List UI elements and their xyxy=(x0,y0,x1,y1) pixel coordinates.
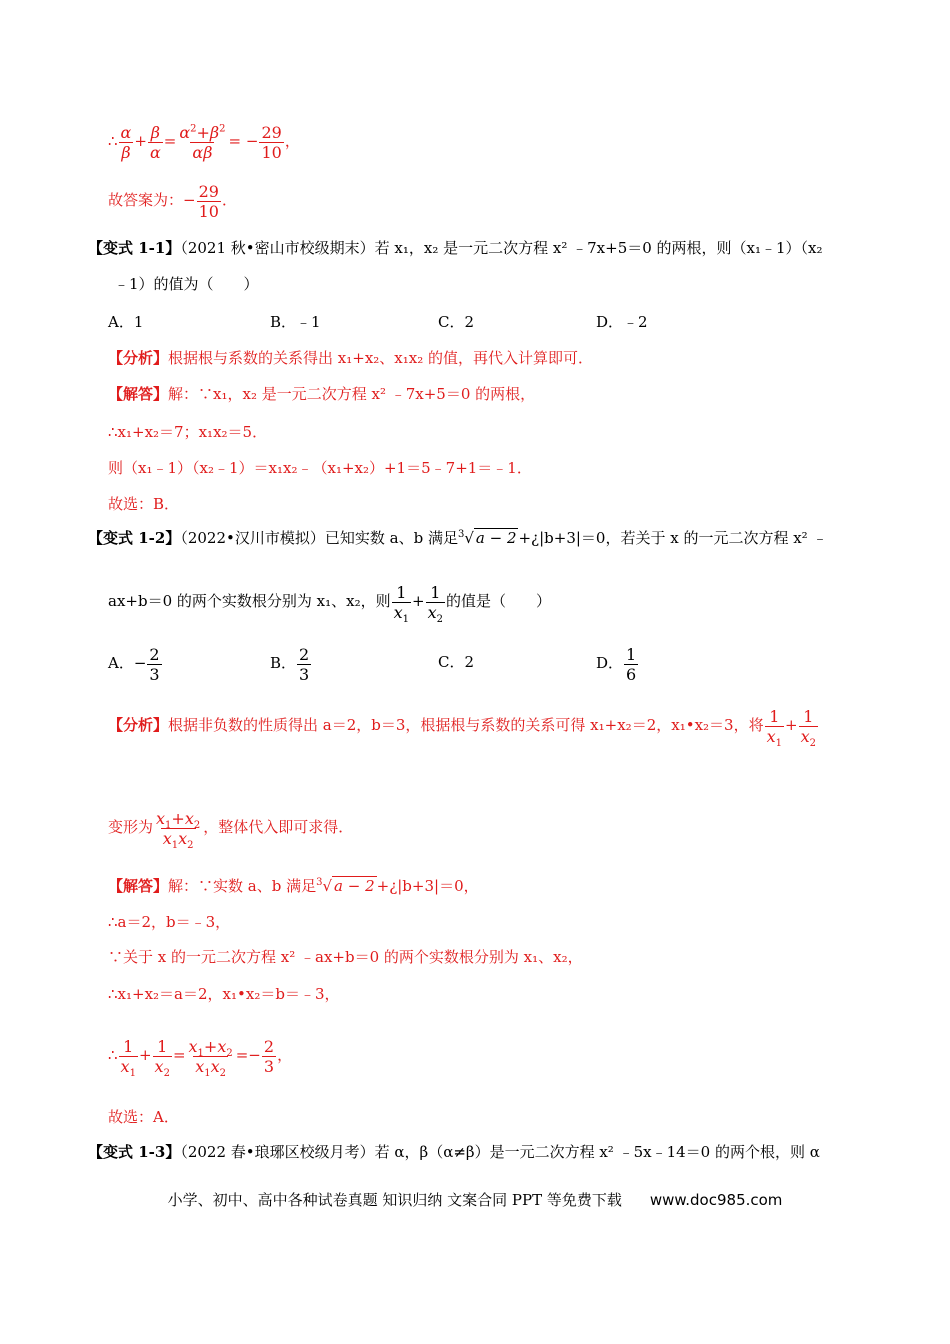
variant-1-2-question: 【变式 1-2】（2022•汉川市模拟）已知实数 a、b 满足$^3$√ a − 2 +¿|b+3|＝0，若关于 x 的一元二次方程 x² ﹣ xyxy=(88,529,828,547)
solution-1-2-line1: 【解答】解：∵实数 a、b 满足$^3$√ a − 2 +¿|b+3|＝0， xyxy=(108,877,479,895)
choice-1-1: 故选：B． xyxy=(108,495,180,513)
page-footer: 小学、初中、高中各种试卷真题 知识归纳 文案合同 PPT 等免费下载 www.doc985.com xyxy=(167,1191,783,1209)
solution-1-2-line5: ∴ $\frac{1}{x_1}$ + $\frac{1}{x_2}$ = $\frac{x_1+x_2}{x_1x_2}$ =− $\frac{2}{3}$ ， xyxy=(108,1036,293,1079)
option-a: A．1 xyxy=(108,313,144,331)
solution-1-2-line2: ∴a＝2，b＝﹣3， xyxy=(108,913,231,931)
option-d: D．﹣2 xyxy=(596,313,648,331)
option-b: B． $\frac{2}{3}$ xyxy=(270,644,310,684)
analysis-1-2-line2: 变形为 $\frac{x_1+x_2}{x_1x_2}$ ，整体代入即可求得． xyxy=(108,808,354,851)
answer-line: 故答案为：− $\frac{29}{10}$ ． xyxy=(108,181,237,221)
analysis-1-1: 【分析】根据根与系数的关系得出 x₁+x₂、x₁x₂ 的值，再代入计算即可． xyxy=(108,349,594,367)
option-c: C．2 xyxy=(438,653,475,671)
solution-1-2-line4: ∴x₁+x₂＝a＝2，x₁•x₂＝b＝﹣3， xyxy=(108,985,340,1003)
variant-1-3-question: 【变式 1-3】（2022 春•琅琊区校级月考）若 α，β（α≠β）是一元二次方程 x² ﹣5x﹣14＝0 的两个根，则 α xyxy=(88,1143,820,1161)
variant-1-2-question-cont: ax+b＝0 的两个实数根分别为 x₁、x₂，则 $\frac{1}{x_1}$ + $\frac{1}{x_2}$ 的值是（ ） xyxy=(108,582,552,625)
solution-1-1-line1: 【解答】解：∵x₁，x₂ 是一元二次方程 x² ﹣7x+5＝0 的两根， xyxy=(108,385,536,403)
alpha-beta-equation: ∴ $\frac{\alpha}{\beta}$ + $\frac{\beta}{\alpha}$ = $\frac{\alpha^2+\beta^2}{\alpha\beta}$ = − $\frac{29}{10}$ ， xyxy=(108,122,300,162)
analysis-1-2: 【分析】根据非负数的性质得出 a＝2，b＝3，根据根与系数的关系可得 x₁+x₂＝2，x₁•x₂＝3，将 $\frac{1}{x_1}$ + $\frac{1}{x_2}$ xyxy=(108,706,816,749)
solution-1-1-line3: 则（x₁﹣1）（x₂﹣1）＝x₁x₂﹣（x₁+x₂）+1＝5﹣7+1＝﹣1． xyxy=(108,459,532,477)
variant-1-1-question: 【变式 1-1】（2021 秋•密山市校级期末）若 x₁，x₂ 是一元二次方程 x² ﹣7x+5＝0 的两根，则（x₁﹣1）（x₂ xyxy=(88,239,823,257)
footer-url[interactable]: www.doc985.com xyxy=(649,1191,783,1209)
variant-1-1-question-cont: ﹣1）的值为（ ） xyxy=(114,275,259,293)
option-c: C．2 xyxy=(438,313,475,331)
solution-1-2-line3: ∵关于 x 的一元二次方程 x² ﹣ax+b＝0 的两个实数根分别为 x₁、x₂， xyxy=(108,948,583,966)
option-d: D． $\frac{1}{6}$ xyxy=(596,644,637,684)
option-b: B．﹣1 xyxy=(270,313,321,331)
option-a: A．− $\frac{2}{3}$ xyxy=(108,644,160,684)
choice-1-2: 故选：A． xyxy=(108,1108,179,1126)
solution-1-1-line2: ∴x₁+x₂＝7；x₁x₂＝5． xyxy=(108,423,268,441)
